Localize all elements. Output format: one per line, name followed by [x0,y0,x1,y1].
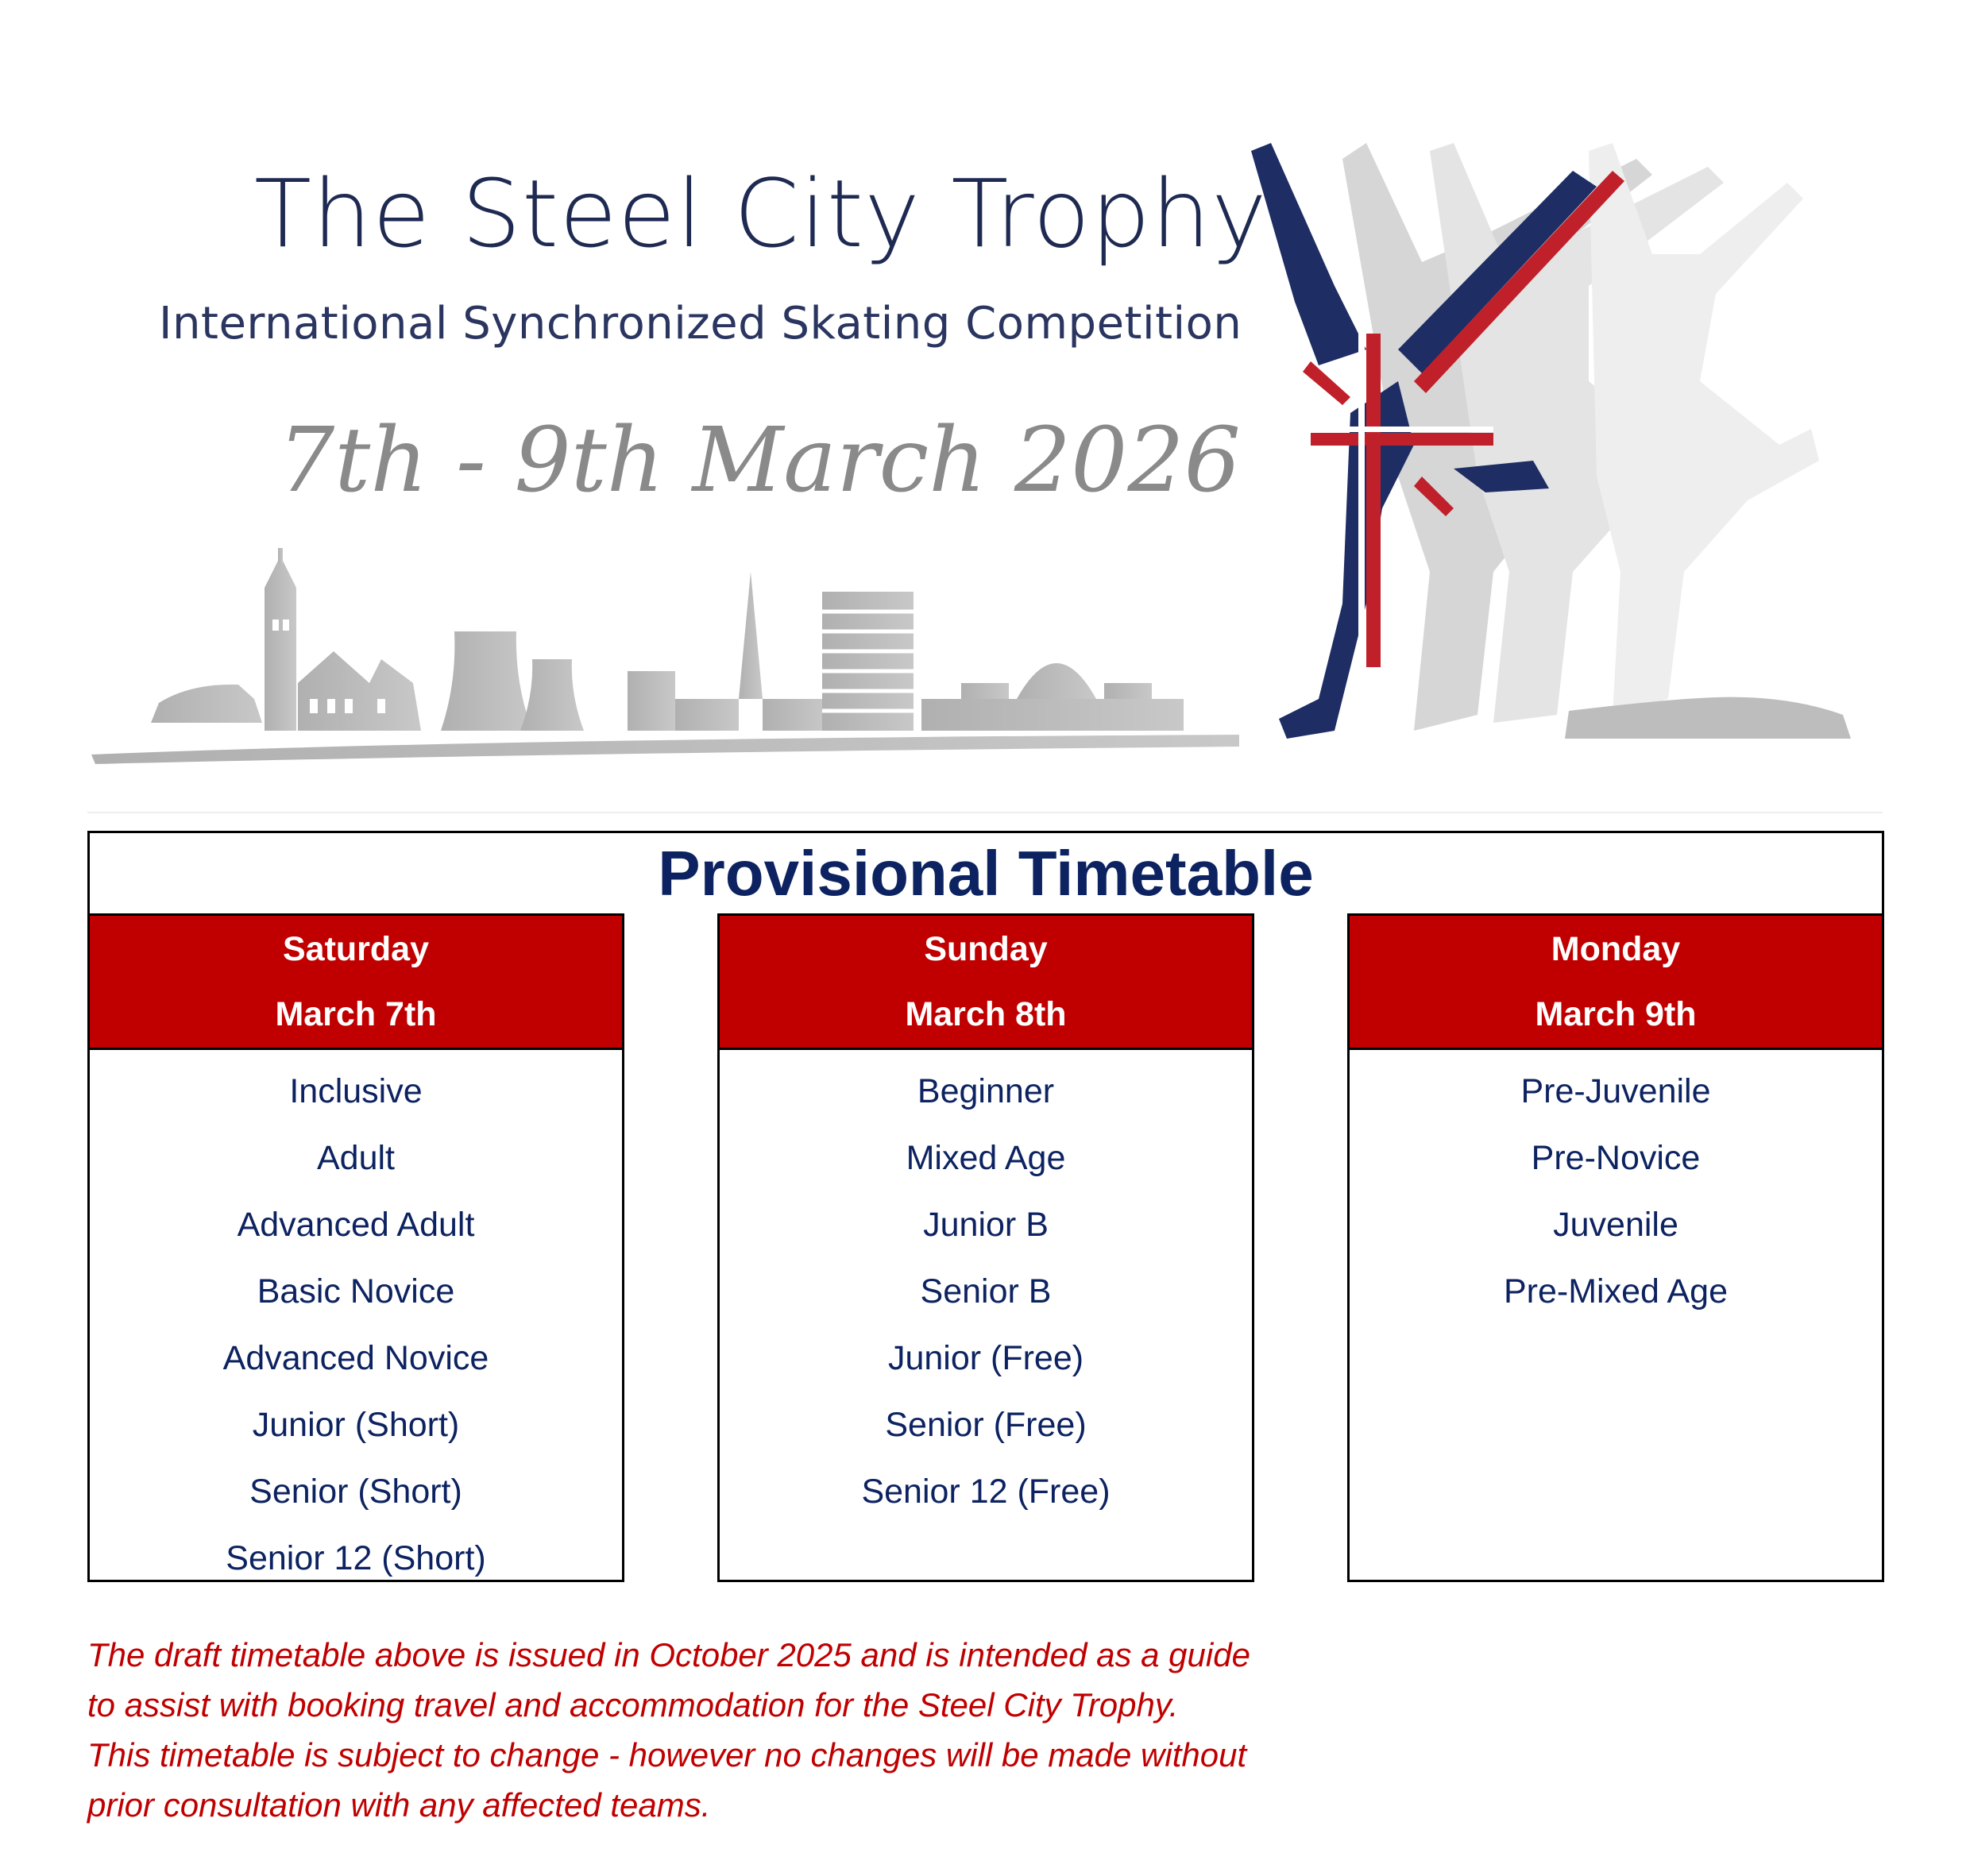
divider [87,812,1883,813]
skater-silhouette-union-jack-graphic [0,0,1970,794]
list-item: Basic Novice [257,1272,455,1310]
list-item: Junior (Short) [252,1405,460,1444]
list-item: Pre-Juvenile [1520,1071,1711,1110]
day-name: Sunday [924,930,1048,968]
day-name: Saturday [282,930,429,968]
note-line: prior consultation with any affected teams. [87,1786,711,1824]
list-item: Senior 12 (Short) [226,1538,486,1577]
day-date: March 9th [1535,995,1697,1033]
event-banner [0,0,1970,794]
list-item: Mixed Age [906,1138,1066,1177]
event-list [1350,1050,1882,1325]
day-column-monday [1347,913,1884,1582]
list-item: Junior (Free) [887,1338,1084,1377]
event-subtitle: International Synchronized Skating Competition [159,298,1242,349]
day-header [90,916,622,1050]
list-item: Advanced Novice [222,1338,489,1377]
event-dates: 7th - 9th March 2026 [278,409,1241,512]
list-item: Senior (Short) [249,1472,462,1511]
disclaimer-note [87,1630,1438,1830]
list-item: Advanced Adult [237,1205,475,1244]
day-column-sunday [717,913,1254,1582]
day-date: March 8th [905,995,1067,1033]
list-item: Pre-Novice [1531,1138,1701,1177]
note-line: to assist with booking travel and accommodation for the Steel City Trophy. [87,1686,1179,1724]
event-list [720,1050,1252,1525]
list-item: Adult [316,1138,395,1177]
list-item: Pre-Mixed Age [1503,1272,1729,1310]
day-header [720,916,1252,1050]
event-title: The Steel City Trophy [254,159,1268,268]
timetable-title: Provisional Timetable [658,837,1314,909]
day-name: Monday [1551,930,1681,968]
timetable-title-box [87,831,1884,913]
list-item: Junior B [923,1205,1049,1244]
note-line: This timetable is subject to change - however no changes will be made without [87,1736,1247,1774]
list-item: Senior B [920,1272,1052,1310]
note-line: The draft timetable above is issued in October 2025 and is intended as a guide [87,1636,1250,1673]
day-date: March 7th [275,995,437,1033]
list-item: Senior 12 (Free) [861,1472,1111,1511]
event-list [90,1050,622,1592]
list-item: Juvenile [1553,1205,1678,1244]
list-item: Inclusive [289,1071,423,1110]
list-item: Senior (Free) [885,1405,1087,1444]
day-column-saturday [87,913,624,1582]
day-header [1350,916,1882,1050]
list-item: Beginner [917,1071,1055,1110]
